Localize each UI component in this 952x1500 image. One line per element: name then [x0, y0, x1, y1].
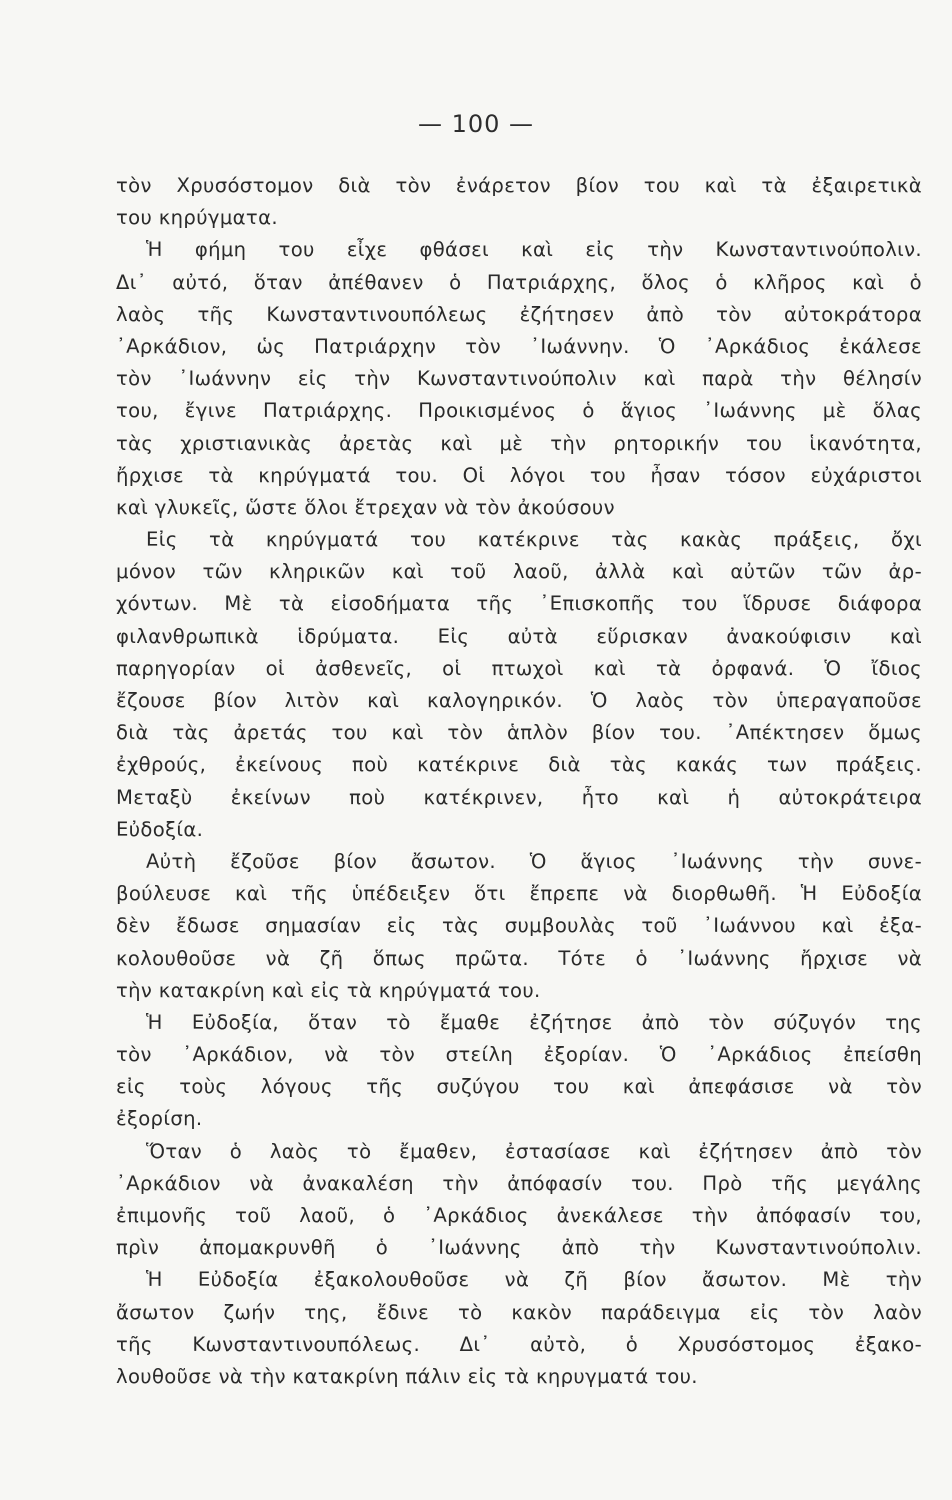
text-line: τὰς χριστιανικὰς ἀρετὰς καὶ μὲ τὴν ρητορικήν του ἱκανότητα,	[116, 431, 922, 455]
text-line: Ἡ Εὐδοξία ἐξακολουθοῦσε νὰ ζῆ βίον ἄσωτον. Μὲ τὴν	[146, 1268, 922, 1292]
text-line: καὶ γλυκεῖς, ὥστε ὅλοι ἔτρεχαν νὰ τὸν ἀκούσουν	[116, 495, 615, 519]
text-line: ἄσωτον ζωήν της, ἔδινε τὸ κακὸν παράδειγμα εἰς τὸν λαὸν	[116, 1300, 922, 1324]
text-line: ἐξορίση.	[116, 1107, 203, 1131]
text-line: εἰς τοὺς λόγους τῆς συζύγου του καὶ ἀπεφάσισε νὰ τὸν	[116, 1075, 922, 1099]
text-line: λαὸς τῆς Κωνσταντινουπόλεως ἐζήτησεν ἀπὸ τὸν αὐτοκράτορα	[116, 302, 922, 326]
text-line: ἐπιμονῆς τοῦ λαοῦ, ὁ ᾿Αρκάδιος ἀνεκάλεσε τὴν ἀπόφασίν του,	[116, 1204, 922, 1227]
text-line: Εἰς τὰ κηρύγματά του κατέκρινε τὰς κακὰς πράξεις, ὄχι	[146, 528, 922, 552]
text-line: τῆς Κωνσταντινουπόλεως. Δι᾿ αὐτὸ, ὁ Χρυσόστομος ἐξακο-	[116, 1332, 922, 1356]
text-line: Δι᾿ αὐτό, ὅταν ἀπέθανεν ὁ Πατριάρχης, ὅλος ὁ κλῆρος καὶ ὁ	[116, 270, 922, 294]
text-line: Μεταξὺ ἐκείνων ποὺ κατέκρινεν, ἦτο καὶ ἡ αὐτοκράτειρα	[116, 785, 922, 809]
text-line: Εὐδοξία.	[116, 817, 204, 841]
text-line: ἔζουσε βίον λιτὸν καὶ καλογηρικόν. Ὁ λαὸς τὸν ὑπεραγαποῦσε	[116, 689, 922, 712]
text-line: παρηγορίαν οἱ ἀσθενεῖς, οἱ πτωχοὶ καὶ τὰ ὀρφανά. Ὁ ἴδιος	[116, 656, 922, 680]
text-line: του, ἔγινε Πατριάρχης. Προικισμένος ὁ ἅγιος ᾿Ιωάννης μὲ ὅλας	[116, 399, 922, 423]
text-line: ἤρχισε τὰ κηρύγματά του. Οἱ λόγοι του ἦσαν τόσον εὐχάριστοι	[116, 463, 922, 487]
text-line: τὸν Χρυσόστομον διὰ τὸν ἐνάρετον βίον του καὶ τὰ ἐξαιρετικὰ	[116, 174, 922, 197]
text-line: ᾿Αρκάδιον, ὡς Πατριάρχην τὸν ᾿Ιωάννην. Ὁ ᾿Αρκάδιος ἐκάλεσε	[116, 334, 922, 358]
text-line: του κηρύγματα.	[116, 206, 278, 230]
text-line: βούλευσε καὶ τῆς ὑπέδειξεν ὅτι ἔπρεπε νὰ διορθωθῆ. Ἡ Εὐδοξία	[116, 882, 922, 906]
text-line: τὴν κατακρίνη καὶ εἰς τὰ κηρύγματά του.	[116, 978, 541, 1002]
text-line: δὲν ἔδωσε σημασίαν εἰς τὰς συμβουλὰς τοῦ ᾿Ιωάννου καὶ ἐξα-	[116, 914, 922, 938]
page-number: — 100 —	[417, 110, 535, 138]
text-line: τὸν ᾿Ιωάννην εἰς τὴν Κωνσταντινούπολιν καὶ παρὰ τὴν θέλησίν	[116, 367, 922, 391]
text-line: λουθοῦσε νὰ τὴν κατακρίνη πάλιν εἰς τὰ κηρυγματά του.	[116, 1364, 698, 1388]
text-line: χόντων. Μὲ τὰ εἰσοδήματα τῆς ᾿Επισκοπῆς του ἵδρυσε διάφορα	[116, 592, 922, 616]
text-line: Ἡ φήμη του εἶχε φθάσει καὶ εἰς τὴν Κωνσταντινούπολιν.	[146, 238, 922, 262]
text-line: ἐχθρούς, ἐκείνους ποὺ κατέκρινε διὰ τὰς κακάς των πράξεις.	[116, 753, 922, 777]
text-line: Ὅταν ὁ λαὸς τὸ ἔμαθεν, ἐστασίασε καὶ ἐζήτησεν ἀπὸ τὸν	[146, 1139, 922, 1163]
text-line: Αὐτὴ ἔζοῦσε βίον ἄσωτον. Ὁ ἅγιος ᾿Ιωάννης τὴν συνε-	[146, 849, 922, 873]
text-line: ᾿Αρκάδιον νὰ ἀνακαλέση τὴν ἀπόφασίν του. Πρὸ τῆς μεγάλης	[116, 1171, 922, 1195]
text-line: φιλανθρωπικὰ ἱδρύματα. Εἰς αὐτὰ εὕρισκαν ἀνακούφισιν καὶ	[116, 624, 922, 648]
text-line: διὰ τὰς ἀρετάς του καὶ τὸν ἁπλὸν βίον του. ᾿Απέκτησεν ὅμως	[116, 721, 922, 745]
body-text	[116, 170, 922, 1393]
text-line: Ἡ Εὐδοξία, ὅταν τὸ ἔμαθε ἐζήτησε ἀπὸ τὸν σύζυγόν της	[146, 1010, 922, 1034]
text-line: πρὶν ἀπομακρυνθῆ ὁ ᾿Ιωάννης ἀπὸ τὴν Κωνσταντινούπολιν.	[116, 1236, 922, 1260]
text-line: μόνον τῶν κληρικῶν καὶ τοῦ λαοῦ, ἀλλὰ καὶ αὐτῶν τῶν ἀρ-	[116, 560, 922, 584]
text-line: τὸν ᾿Αρκάδιον, νὰ τὸν στείλη ἐξορίαν. Ὁ ᾿Αρκάδιος ἐπείσθη	[116, 1043, 922, 1067]
text-line: κολουθοῦσε νὰ ζῆ ὅπως πρῶτα. Τότε ὁ ᾿Ιωάννης ἤρχισε νὰ	[116, 946, 922, 970]
